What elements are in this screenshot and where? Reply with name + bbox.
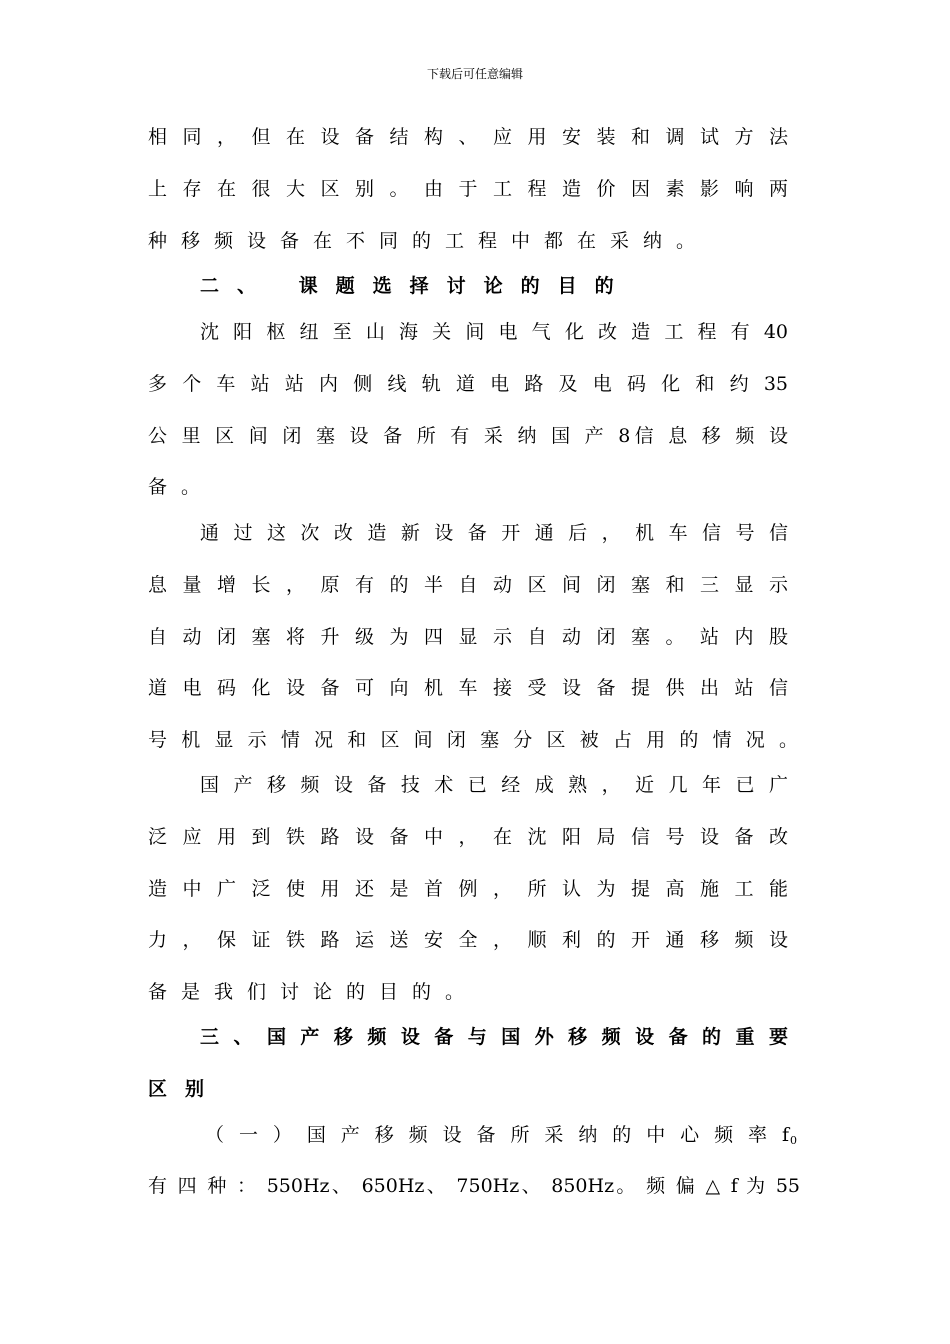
body-line: 上 存 在 很 大 区 别 。 由 于 工 程 造 价 因 素 影 响 两	[148, 178, 788, 200]
body-line: 道 电 码 化 设 备 可 向 机 车 接 受 设 备 提 供 出 站 信	[148, 677, 788, 699]
body-line: （ 一 ） 国 产 移 频 设 备 所 采 纳 的 中 心 频 率 f	[205, 1124, 789, 1146]
subscript-zero: 0	[790, 1134, 797, 1147]
body-line: 通 过 这 次 改 造 新 设 备 开 通 后 ， 机 车 信 号 信	[200, 522, 788, 544]
body-line: 备。	[148, 476, 215, 498]
section-heading-3-cont: 区别	[148, 1078, 223, 1100]
body-line: 相 同 ， 但 在 设 备 结 构 、 应 用 安 装 和 调 试 方 法	[148, 126, 788, 148]
section-heading-3: 三 、 国 产 移 频 设 备 与 国 外 移 频 设 备 的 重 要	[200, 1026, 788, 1048]
body-line: 沈 阳 枢 纽 至 山 海 关 间 电 气 化 改 造 工 程 有 40	[200, 321, 788, 343]
body-line: 造 中 广 泛 使 用 还 是 首 例 ， 所 认 为 提 高 施 工 能	[148, 878, 788, 900]
body-line: 力 ， 保 证 铁 路 运 送 安 全 ， 顺 利 的 开 通 移 频 设	[148, 929, 788, 951]
body-line: 备是我们讨论的目的。	[148, 981, 479, 1003]
body-line: 号 机 显 示 情 况 和 区 间 闭 塞 分 区 被 占 用 的 情 况 。	[148, 729, 798, 751]
body-line: 息 量 增 长 ， 原 有 的 半 自 动 区 间 闭 塞 和 三 显 示	[148, 574, 788, 596]
body-line: 泛 应 用 到 铁 路 设 备 中 ， 在 沈 阳 局 信 号 设 备 改	[148, 826, 788, 848]
body-line: 公 里 区 间 闭 塞 设 备 所 有 采 纳 国 产 8信 息 移 频 设	[148, 425, 788, 447]
section-heading-2: 二、 课题选择讨论的目的	[200, 275, 632, 297]
body-line: 国 产 移 频 设 备 技 术 已 经 成 熟 ， 近 几 年 已 广	[200, 774, 788, 796]
body-line: 有 四 种 ： 550Hz、 650Hz、 750Hz、 850Hz。 频 偏 △ f 为 55	[148, 1175, 800, 1197]
page-header: 下载后可任意编辑	[426, 67, 523, 81]
body-line: 多 个 车 站 站 内 侧 线 轨 道 电 路 及 电 码 化 和 约 35	[148, 373, 788, 395]
body-line: 自 动 闭 塞 将 升 级 为 四 显 示 自 动 闭 塞 。 站 内 股	[148, 626, 788, 648]
body-line: 种移频设备在不同的工程中都在采纳。	[148, 230, 710, 252]
